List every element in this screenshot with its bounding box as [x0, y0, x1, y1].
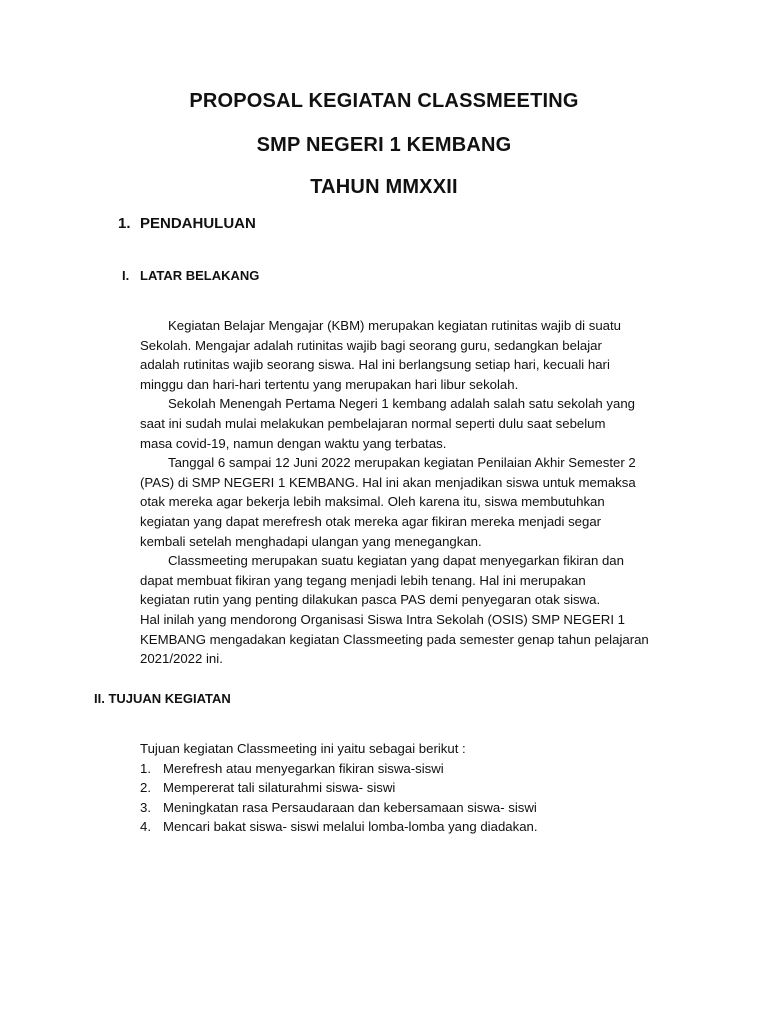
list-item [140, 817, 700, 837]
subsection-heading-tujuan-kegiatan: II. TUJUAN KEGIATAN [94, 691, 231, 706]
subsection-title: LATAR BELAKANG [140, 268, 260, 283]
paragraph-line: minggu dan hari-hari tertentu yang merupakan hari libur sekolah. [140, 376, 519, 392]
list-item-number: 1. [140, 760, 151, 776]
tujuan-intro: Tujuan kegiatan Classmeeting ini yaitu sebagai berikut : [140, 741, 466, 756]
document-title: PROPOSAL KEGIATAN CLASSMEETING [189, 90, 579, 112]
section-heading-pendahuluan [118, 215, 256, 232]
document-year: TAHUN MMXXII [310, 176, 458, 198]
paragraph-line: Classmeeting merupakan suatu kegiatan yang dapat menyegarkan fikiran dan [168, 553, 624, 569]
paragraph-line: KEMBANG mengadakan kegiatan Classmeeting pada semester genap tahun pelajaran [140, 631, 649, 647]
section-number: 1. [118, 215, 131, 232]
list-item-text: Mempererat tali silaturahmi siswa- siswi [163, 780, 396, 796]
tujuan-list [140, 739, 700, 837]
list-item-text: Meningkatan rasa Persaudaraan dan kebersamaan siswa- siswi [163, 799, 537, 815]
list-item-text: Merefresh atau menyegarkan fikiran siswa-siswi [163, 760, 444, 776]
school-name: SMP NEGERI 1 KEMBANG [256, 134, 512, 156]
paragraph-line: masa covid-19, namun dengan waktu yang terbatas. [140, 435, 447, 451]
paragraph-line: Tanggal 6 sampai 12 Juni 2022 merupakan kegiatan Penilaian Akhir Semester 2 [168, 455, 636, 471]
list-item [140, 798, 700, 818]
paragraph-line: kegiatan rutin yang penting dilakukan pasca PAS demi penyegaran otak siswa. [140, 592, 601, 608]
paragraph-line: kegiatan yang dapat merefresh otak mereka agar fikiran mereka menjadi segar [140, 513, 602, 529]
subsection-number: I. [122, 268, 130, 283]
list-item-number: 2. [140, 780, 151, 796]
list-item-text: Mencari bakat siswa- siswi melalui lomba-lomba yang diadakan. [163, 819, 538, 835]
paragraph-line: Sekolah. Mengajar adalah rutinitas wajib bagi seorang guru, sedangkan belajar [140, 337, 602, 353]
paragraph-line: adalah rutinitas wajib seorang siswa. Hal ini berlangsung setiap hari, kecuali hari [140, 357, 610, 373]
paragraph-line: otak mereka agar bekerja lebih maksimal. Oleh karena itu, siswa membutuhkan [140, 494, 605, 510]
section-title: PENDAHULUAN [140, 215, 256, 232]
paragraph-line: dapat membuat fikiran yang tegang menjadi lebih tenang. Hal ini merupakan [140, 572, 586, 588]
paragraph-line: Kegiatan Belajar Mengajar (KBM) merupakan kegiatan rutinitas wajib di suatu [168, 318, 622, 333]
paragraph-line: Hal inilah yang mendorong Organisasi Siswa Intra Sekolah (OSIS) SMP NEGERI 1 [140, 611, 625, 627]
list-item [140, 778, 700, 798]
subsection-heading-latar-belakang [122, 268, 259, 283]
paragraph-line: 2021/2022 ini. [140, 651, 223, 667]
paragraph-line: kembali setelah menghadapi ulangan yang menegangkan. [140, 533, 482, 549]
list-item-number: 3. [140, 799, 151, 815]
paragraph-line: (PAS) di SMP NEGERI 1 KEMBANG. Hal ini akan menjadikan siswa untuk memaksa [140, 474, 636, 490]
paragraph-line: Sekolah Menengah Pertama Negeri 1 kembang adalah salah satu sekolah yang [168, 396, 635, 412]
list-item-number: 4. [140, 819, 151, 835]
latar-belakang-body [140, 316, 685, 669]
list-item [140, 759, 700, 779]
paragraph-line: saat ini sudah mulai melakukan pembelajaran normal seperti dulu saat sebelum [140, 415, 606, 431]
